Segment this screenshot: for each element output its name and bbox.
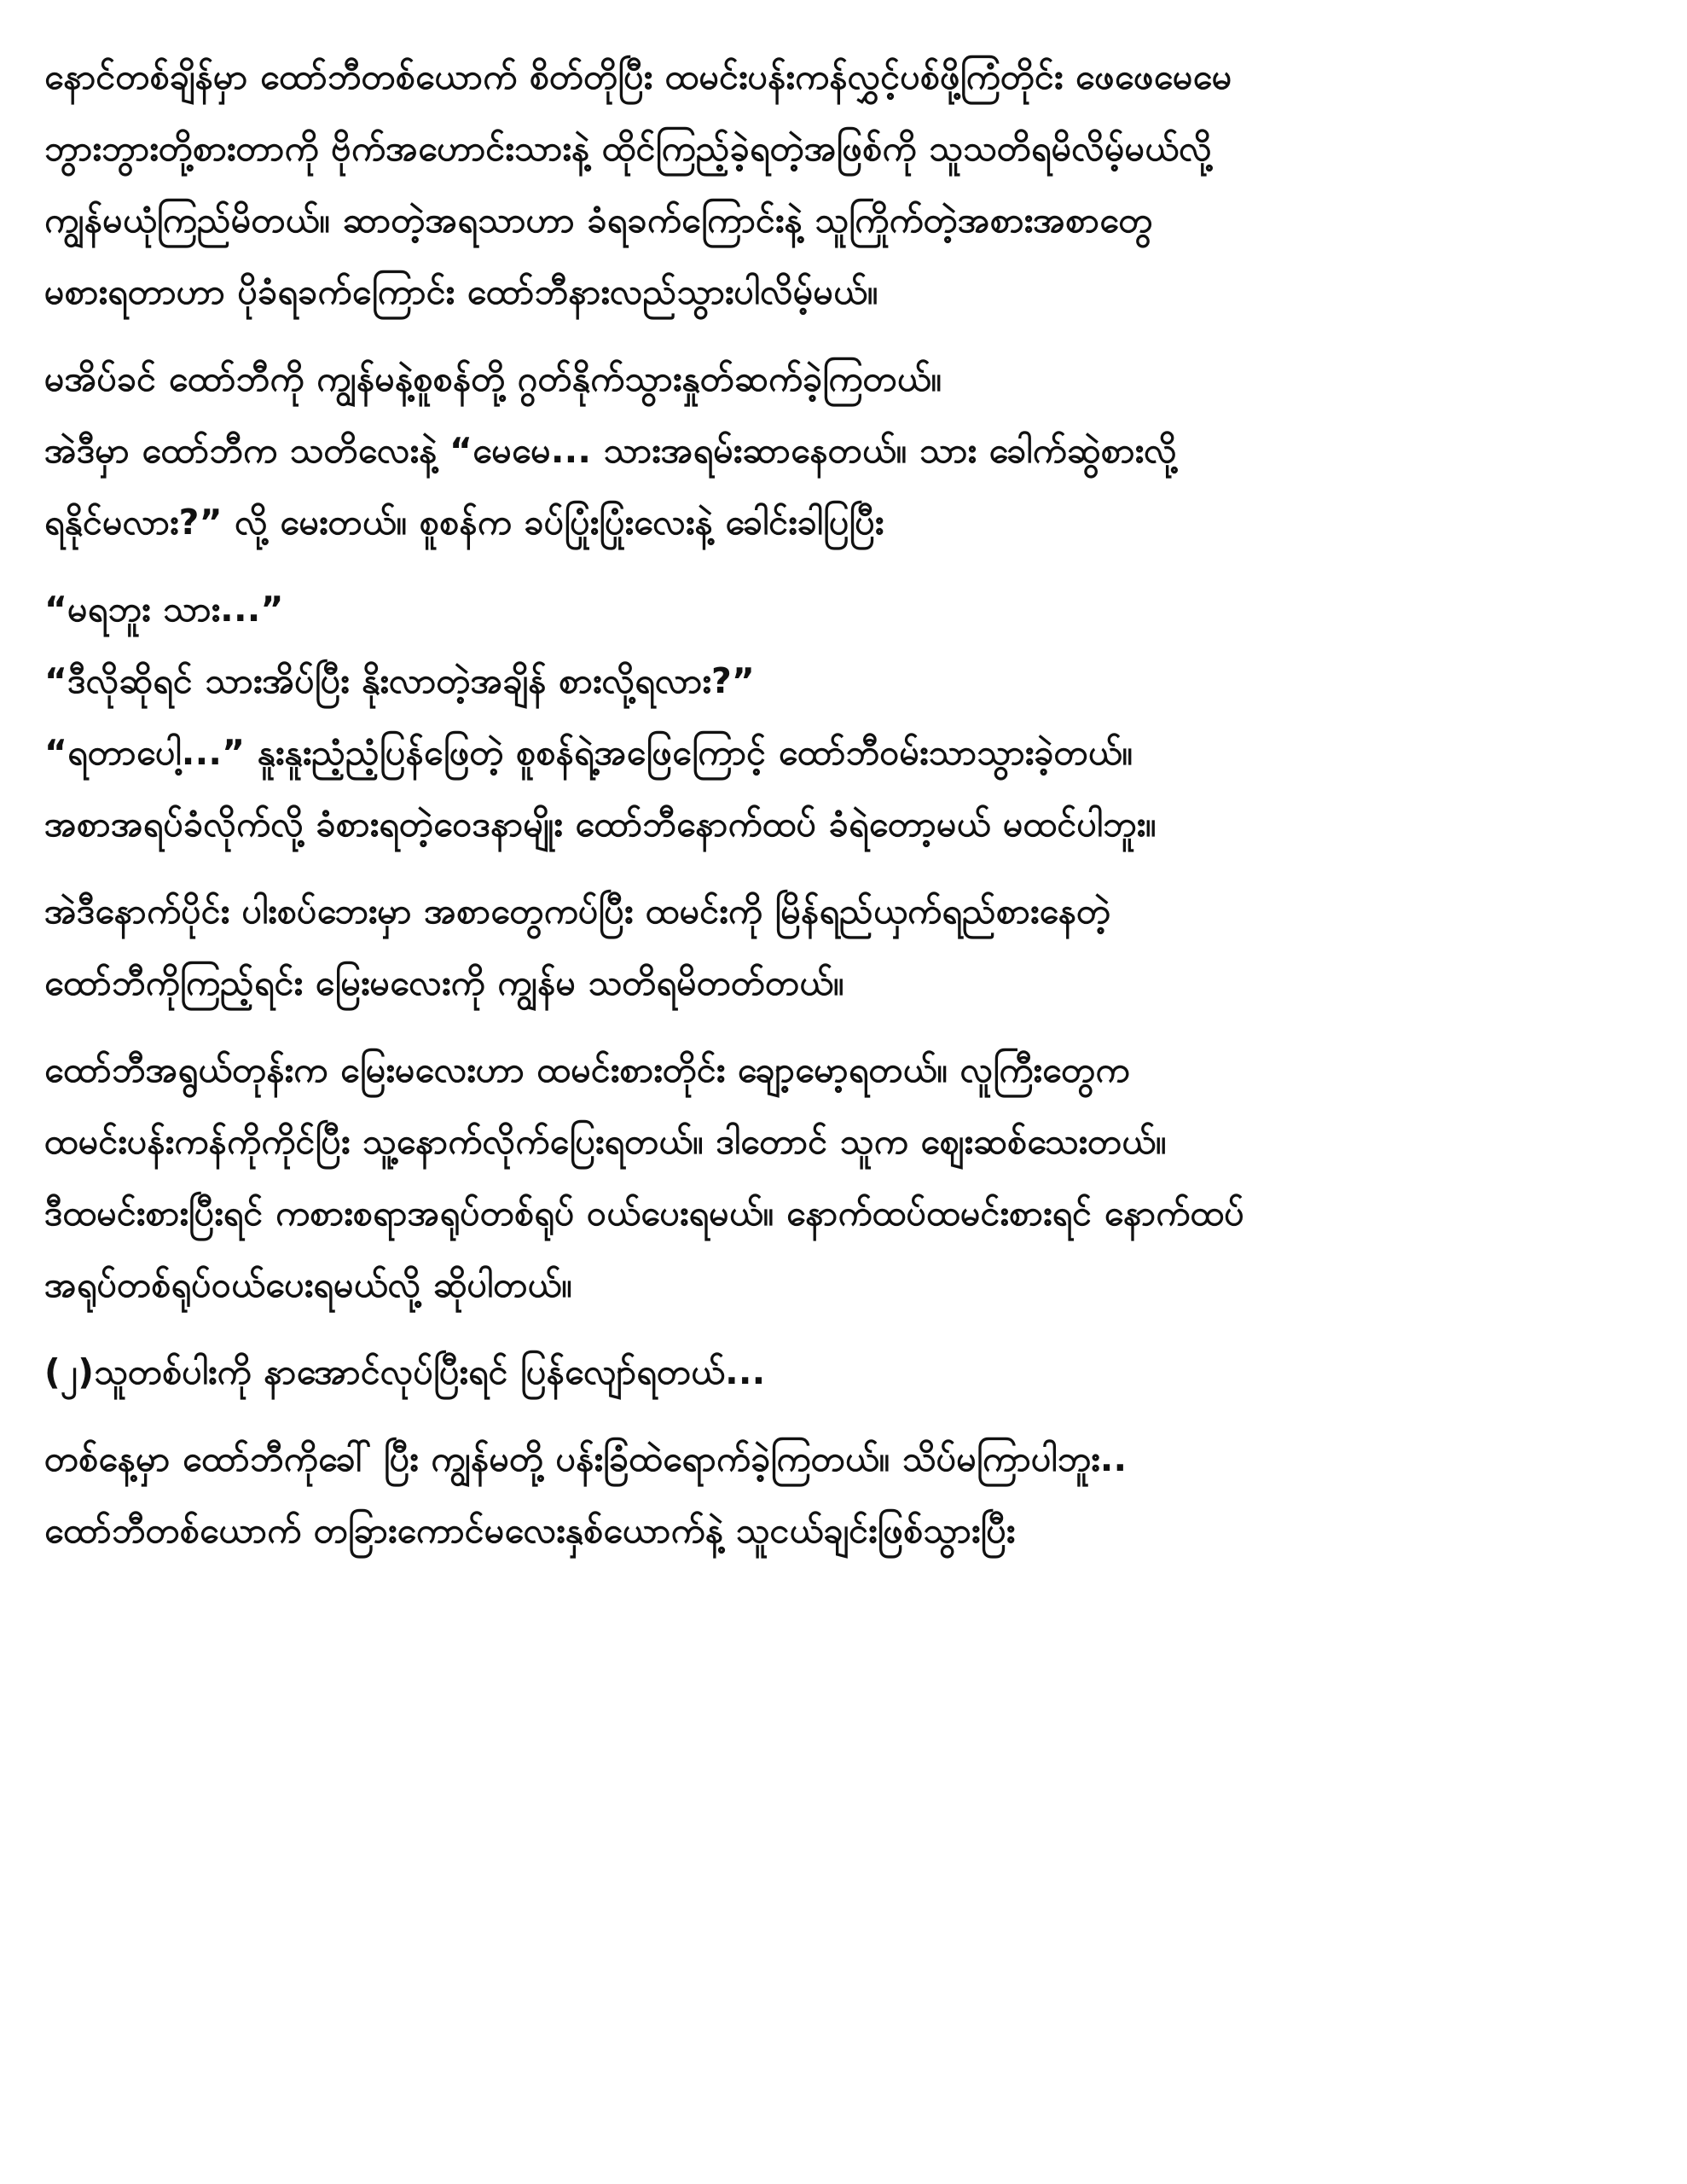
- section-heading: [44, 1336, 1636, 1408]
- paragraph-gap: [44, 558, 1636, 573]
- text-line: “ဒီလိုဆိုရင် သားအိပ်ပြီး နိုးလာတဲ့အချိန် စားလို့ရလား?”: [44, 660, 756, 701]
- paragraph-5: [44, 1034, 1636, 1321]
- text-line: (၂)သူတစ်ပါးကို နာအောင်လုပ်ပြီးရင် ပြန်လျော်ရတယ်...: [44, 1351, 766, 1392]
- text-line: ထော်ဘီကိုကြည့်ရင်း မြေးမလေးကို ကျွန်မ သတိရမိတတ်တယ်။: [44, 962, 844, 1003]
- text-line: ထမင်းပန်းကန်ကိုကိုင်ပြီး သူ့နောက်လိုက်ပြေးရတယ်။ ဒါတောင် သူက ဈေးဆစ်သေးတယ်။: [44, 1121, 1167, 1162]
- text-line: တစ်နေ့မှာ ထော်ဘီကိုခေါ် ပြီး ကျွန်မတို့ ပန်းခြံထဲရောက်ခဲ့ကြတယ်။ သိပ်မကြာပါဘူး..: [44, 1438, 1128, 1479]
- text-line: နောင်တစ်ချိန်မှာ ထော်ဘီတစ်ယောက် စိတ်တိုပြီး ထမင်းပန်းကန်လွှင့်ပစ်ဖို့ကြံတိုင်း ဖေဖေမေမေ: [44, 56, 1232, 97]
- text-line: “မရဘူး သား...”: [44, 589, 284, 630]
- paragraph-gap: [44, 1321, 1636, 1336]
- text-line: “ရတာပေါ့...” နူးနူးညံ့ညံ့ပြန်ဖြေတဲ့ စူစန်ရဲ့အဖြေကြောင့် ထော်ဘီဝမ်းသာသွားခဲ့တယ်။: [44, 732, 1133, 773]
- paragraph-gap: [44, 1408, 1636, 1423]
- paragraph-2: [44, 343, 1636, 558]
- text-line: အစာအရပ်ခံလိုက်လို့ ခံစားရတဲ့ဝေဒနာမျိုး ထော်ဘီနောက်ထပ် ခံရဲတော့မယ် မထင်ပါဘူး။: [44, 804, 1157, 845]
- paragraph-gap: [44, 1019, 1636, 1034]
- paragraph-gap: [44, 860, 1636, 875]
- text-line: ထော်ဘီအရွယ်တုန်းက မြေးမလေးဟာ ထမင်းစားတိုင်း ချော့မော့ရတယ်။ လူကြီးတွေက: [44, 1049, 1130, 1090]
- paragraph-1: [44, 41, 1636, 328]
- text-line: အရုပ်တစ်ရုပ်ဝယ်ပေးရမယ်လို့ ဆိုပါတယ်။: [44, 1264, 573, 1305]
- text-line: အဲဒီနောက်ပိုင်း ပါးစပ်ဘေးမှာ အစာတွေကပ်ပြီး ထမင်းကို မြိန်ရည်ယှက်ရည်စားနေတဲ့: [44, 891, 1111, 932]
- text-line: ရနိုင်မလား?” လို့ မေးတယ်။ စူစန်က ခပ်ပြုံးပြုံးလေးနဲ့ ခေါင်းခါပြပြီး: [44, 502, 884, 543]
- text-line: မအိပ်ခင် ထော်ဘီကို ကျွန်မနဲ့စူစန်တို့ ဂွတ်နိုက်သွားနှုတ်ဆက်ခဲ့ကြတယ်။: [44, 358, 942, 399]
- text-line: မစားရတာဟာ ပိုခံရခက်ကြောင်း ထော်ဘီနားလည်သွားပါလိမ့်မယ်။: [44, 271, 878, 312]
- text-line: အဲဒီမှာ ထော်ဘီက သတိလေးနဲ့ “မေမေ... သားအရမ်းဆာနေတယ်။ သား ခေါက်ဆွဲစားလို့: [44, 430, 1177, 471]
- text-line: ကျွန်မယုံကြည်မိတယ်။ ဆာတဲ့အရသာဟာ ခံရခက်ကြောင်းနဲ့ သူကြိုက်တဲ့အစားအစာတွေ: [44, 200, 1153, 241]
- text-line: ထော်ဘီတစ်ယောက် တခြားကောင်မလေးနှစ်ယောက်နဲ့ သူငယ်ချင်းဖြစ်သွားပြီး: [44, 1510, 1016, 1551]
- paragraph-7: [44, 1423, 1636, 1566]
- paragraph-gap: [44, 328, 1636, 343]
- text-line: ဒီထမင်းစားပြီးရင် ကစားစရာအရုပ်တစ်ရုပ် ဝယ်ပေးရမယ်။ နောက်ထပ်ထမင်းစားရင် နောက်ထပ်: [44, 1193, 1245, 1234]
- text-line: ဘွားဘွားတို့စားတာကို ဗိုက်အဟောင်းသားနဲ့ ထိုင်ကြည့်ခဲ့ရတဲ့အဖြစ်ကို သူသတိရမိလိမ့်မယ်လို့: [44, 128, 1212, 169]
- paragraph-4: [44, 875, 1636, 1019]
- paragraph-3: [44, 573, 1636, 860]
